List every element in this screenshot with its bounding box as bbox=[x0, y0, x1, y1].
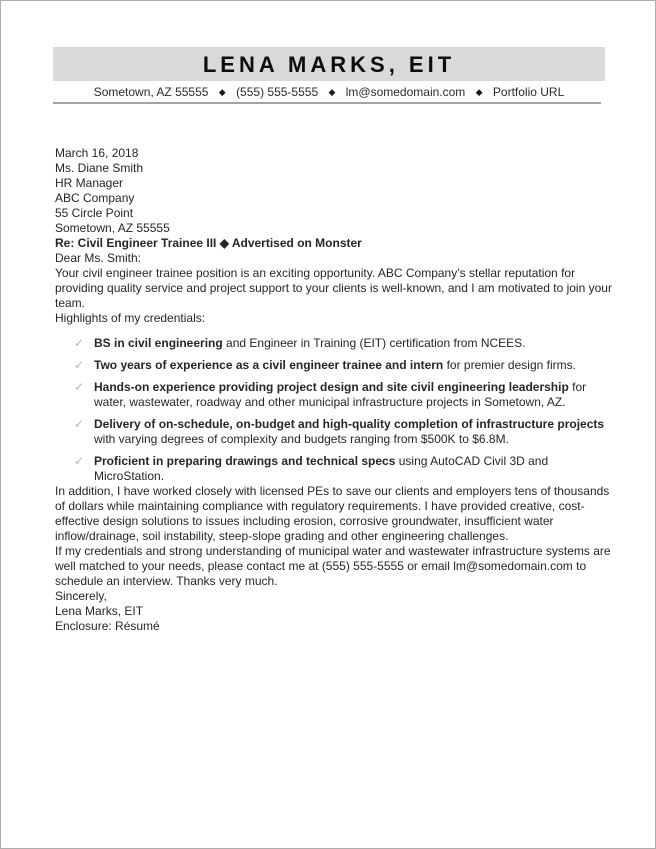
recipient-street: 55 Circle Point bbox=[55, 206, 134, 220]
highlight-rest: and Engineer in Training (EIT) certification from NCEES. bbox=[222, 336, 526, 350]
contact-item-portfolio: Portfolio URL bbox=[492, 85, 565, 99]
highlight-rest: using AutoCAD Civil 3D and MicroStation. bbox=[94, 454, 549, 483]
highlight-item bbox=[74, 336, 621, 351]
highlight-bold: Delivery of on-schedule, on-budget and high-quality completion of infrastructure projects bbox=[94, 417, 605, 431]
body-paragraph: In addition, I have worked closely with licensed PEs to save our clients and employers tens of thousands of dollars while maintaining compliance with regulatory requirements. I have provided creative, cost-effective design solutions to issues including erosion, corrosive groundwater, insufficient water inflow/drainage, soil instability, steep-slope grading and other engineering challenges. bbox=[55, 484, 610, 543]
header-divider bbox=[53, 102, 601, 104]
header-banner bbox=[53, 47, 605, 81]
subject-line: Re: Civil Engineer Trainee III ◆ Advertised on Monster bbox=[55, 236, 362, 250]
highlight-item bbox=[74, 417, 621, 447]
page-title: LENA MARKS, EIT bbox=[202, 51, 456, 77]
highlight-bold: Proficient in preparing drawings and technical specs bbox=[94, 454, 396, 468]
check-icon: ✓ bbox=[74, 358, 85, 372]
salutation: Dear Ms. Smith: bbox=[55, 251, 142, 265]
signature-name: Lena Marks, EIT bbox=[55, 604, 144, 618]
highlights-list bbox=[55, 336, 621, 484]
check-icon: ✓ bbox=[74, 454, 85, 468]
diamond-icon: ◆ bbox=[328, 87, 336, 97]
recipient-company: ABC Company bbox=[55, 191, 135, 205]
letter-body bbox=[55, 146, 621, 634]
contact-line bbox=[53, 85, 605, 100]
check-icon: ✓ bbox=[74, 380, 85, 394]
highlights-heading: Highlights of my credentials: bbox=[55, 311, 206, 325]
intro-paragraph: Your civil engineer trainee position is an exciting opportunity. ABC Company’s stellar reputation for providing quality service and project support to your clients is well-known, and I am motivated to join your team. bbox=[55, 266, 612, 310]
check-icon: ✓ bbox=[74, 417, 85, 431]
check-icon: ✓ bbox=[74, 336, 85, 350]
contact-item-phone: (555) 555-5555 bbox=[236, 85, 319, 99]
highlight-item bbox=[74, 358, 621, 373]
enclosure-note: Enclosure: Résumé bbox=[55, 619, 160, 633]
contact-item-email: lm@somedomain.com bbox=[345, 85, 466, 99]
contact-item-location: Sometown, AZ 55555 bbox=[93, 85, 209, 99]
highlight-rest: with varying degrees of complexity and budgets ranging from $500K to $6.8M. bbox=[94, 432, 509, 446]
date-line: March 16, 2018 bbox=[55, 146, 139, 160]
highlight-rest: for water, wastewater, roadway and other municipal infrastructure projects in Sometown, AZ. bbox=[94, 380, 587, 409]
recipient-city: Sometown, AZ 55555 bbox=[55, 221, 170, 235]
recipient-title: HR Manager bbox=[55, 176, 124, 190]
highlight-item bbox=[74, 380, 621, 410]
recipient-name: Ms. Diane Smith bbox=[55, 161, 144, 175]
diamond-icon: ◆ bbox=[218, 87, 226, 97]
highlight-bold: BS in civil engineering bbox=[94, 336, 223, 350]
highlight-bold: Hands-on experience providing project design and site civil engineering leadership bbox=[94, 380, 569, 394]
recipient-address bbox=[55, 161, 621, 236]
closing: Sincerely, bbox=[55, 589, 107, 603]
highlight-rest: for premier design firms. bbox=[443, 358, 576, 372]
highlight-bold: Two years of experience as a civil engineer trainee and intern bbox=[94, 358, 444, 372]
body-paragraph: If my credentials and strong understanding of municipal water and wastewater infrastructure systems are well matched to your needs, please contact me at (555) 555-5555 or email lm@somedomain.com to schedule an interview. Thanks very much. bbox=[55, 544, 611, 588]
highlight-item bbox=[74, 454, 621, 484]
diamond-icon: ◆ bbox=[475, 87, 483, 97]
